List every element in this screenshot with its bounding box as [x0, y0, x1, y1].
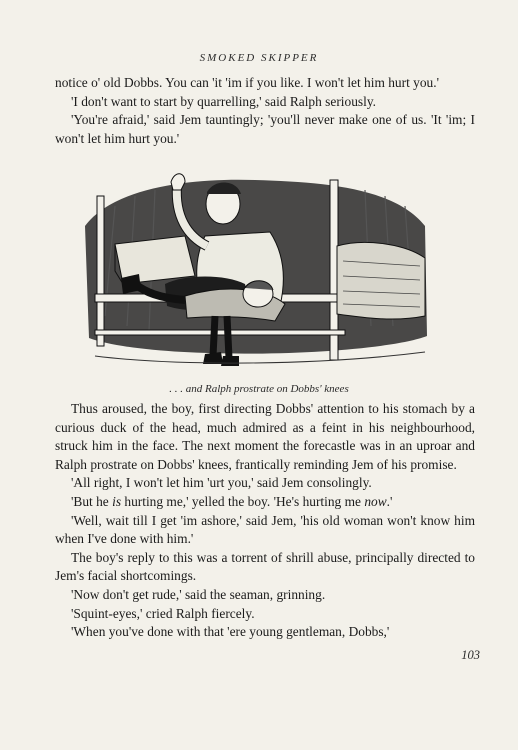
- paragraph: 'You're afraid,' said Jem tauntingly; 'you'll never make one of us. 'It 'im; I won't let him hurt you.': [55, 112, 475, 146]
- paragraph: The boy's reply to this was a torrent of shrill abuse, principally directed to Jem's facial shortcomings.: [55, 549, 475, 584]
- paragraph: Thus aroused, the boy, first directing Dobbs' attention to his stomach by a curious duck of the head, much admired as a feint in his neighbourhood, struck him in the face. The next moment the forecastle was in an uproar and Ralph prostrate on Dobbs' knees, frantically reminding Jem of his promise.: [55, 401, 475, 472]
- paragraph: notice o' old Dobbs. You can 'it 'im if you like. I won't let him hurt you.': [55, 75, 439, 90]
- page-number: 103: [461, 648, 480, 662]
- paragraph: 'Well, wait till I get 'im ashore,' said Jem, 'his old woman won't know him when I've done with him.': [55, 512, 475, 547]
- paragraph: 'Squint-eyes,' cried Ralph fiercely.: [71, 605, 255, 621]
- paragraph: 'All right, I won't let him 'urt you,' said Jem consolingly.: [71, 475, 372, 491]
- paragraph: 'But he is hurting me,' yelled the boy. 'He's hurting me now.': [71, 493, 393, 509]
- paragraph: 'When you've done with that 'ere young gentleman, Dobbs,': [71, 624, 390, 640]
- top-text-block: [55, 74, 475, 148]
- paragraph: 'Now don't get rude,' said the seaman, grinning.: [71, 586, 326, 602]
- bottom-text-block: [55, 400, 475, 642]
- running-head: SMOKED SKIPPER: [199, 52, 319, 64]
- paragraph: 'I don't want to start by quarrelling,' said Ralph seriously.: [71, 93, 377, 109]
- illustration-caption: . . . and Ralph prostrate on Dobbs' knees: [169, 383, 349, 395]
- bunk-scene-illustration: [75, 166, 437, 374]
